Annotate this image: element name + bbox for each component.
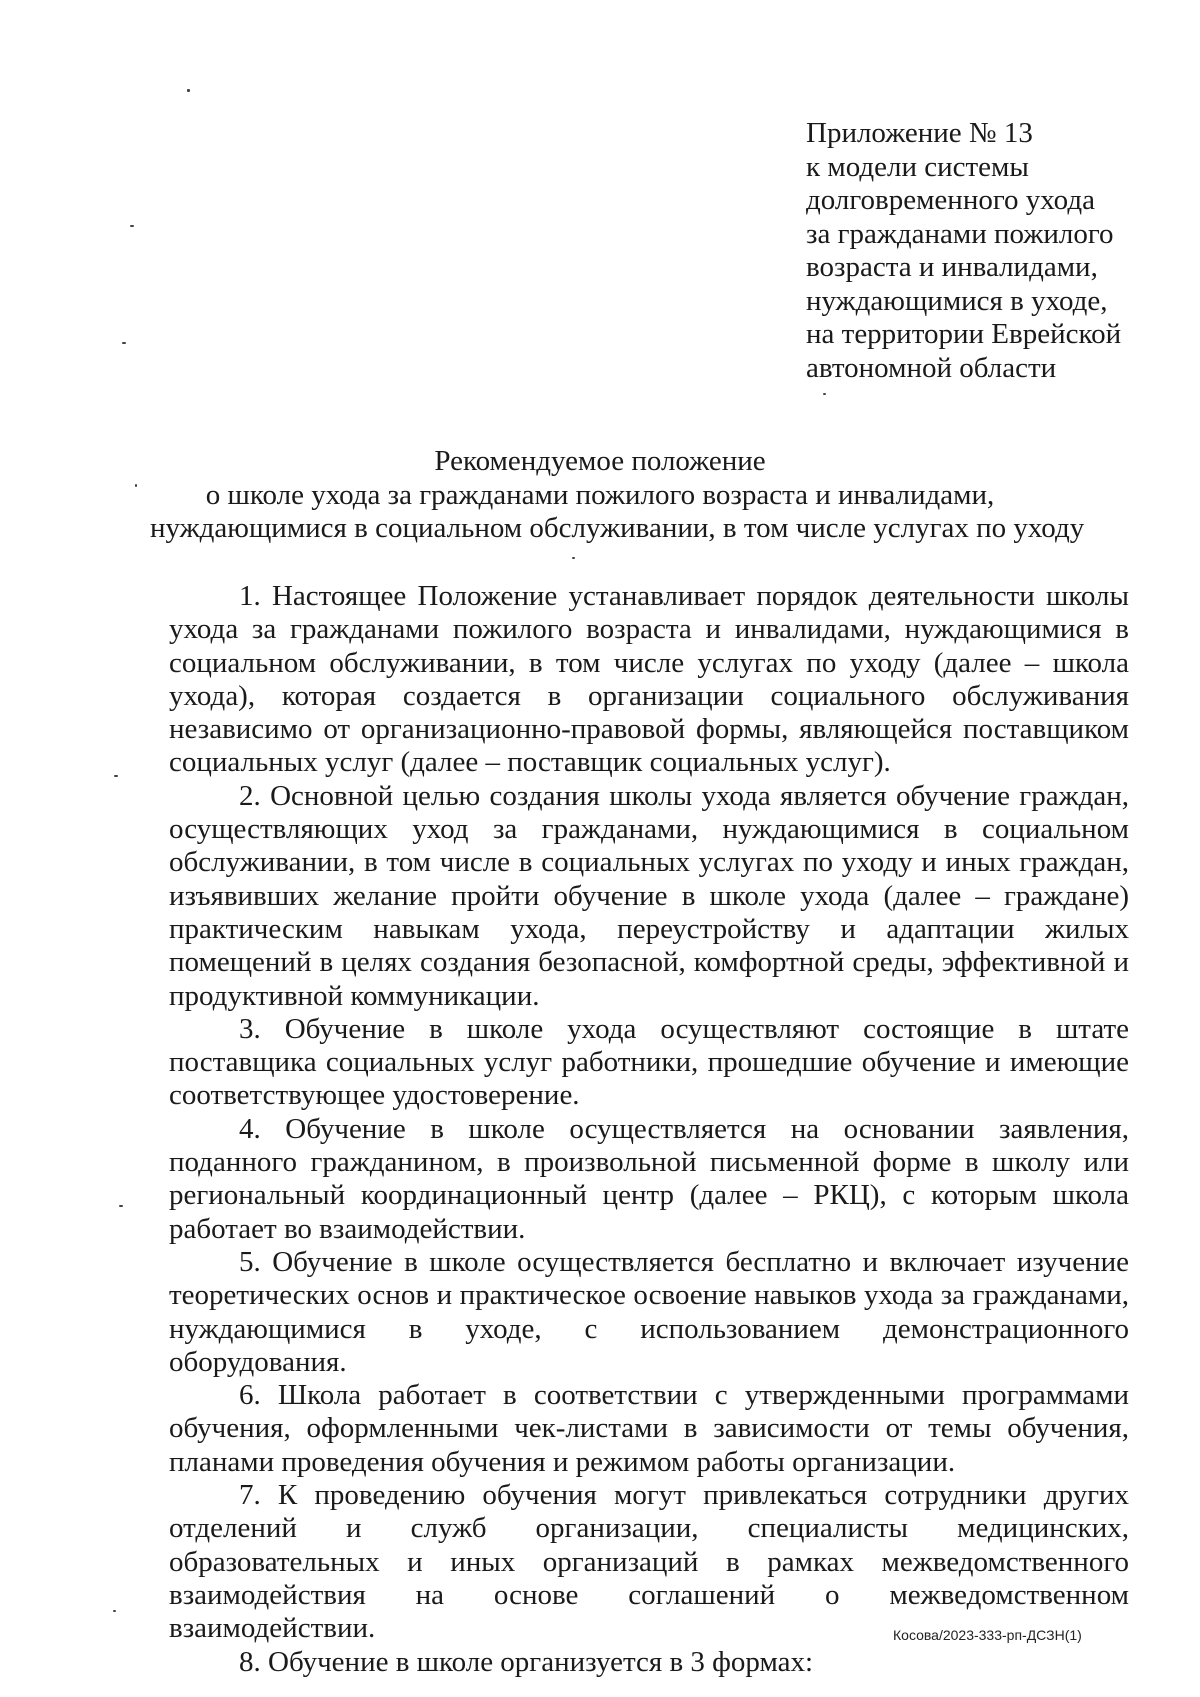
document-body bbox=[169, 580, 1129, 1679]
paragraph-2: 2. Основной целью создания школы ухода является обучение граждан, осуществляющих уход за гражданами, нуждающимися в социальном обслуживании, в том числе в социальных услугах по уходу и иных граждан, изъявивших желание пройти обучение в школе ухода (далее – граждане) практическим навыкам ухода, переустройству и адаптации жилых помещений в целях создания безопасной, комфортной среды, эффективной и продуктивной коммуникации. bbox=[169, 779, 1129, 1012]
scan-speck bbox=[114, 775, 118, 777]
paragraph-5: 5. Обучение в школе осуществляется бесплатно и включает изучение теоретических основ и практическое освоение навыков ухода за гражданами, нуждающимися в уходе, с использованием демонстрационного оборудования. bbox=[169, 1245, 1129, 1378]
appendix-line: к модели системы bbox=[806, 150, 1029, 183]
paragraph-8: 8. Обучение в школе организуется в 3 формах: bbox=[239, 1645, 814, 1678]
scan-speck bbox=[187, 89, 190, 92]
paragraph-6: 6. Школа работает в соответствии с утвержденными программами обучения, оформленными чек-листами в зависимости от темы обучения, планами проведения обучения и режимом работы организации. bbox=[169, 1379, 1129, 1478]
scan-speck bbox=[135, 484, 137, 487]
paragraph-4: 4. Обучение в школе осуществляется на основании заявления, поданного гражданином, в произвольной письменной форме в школу или региональный координационный центр (далее – РКЦ), с которым школа работает во взаимодействии. bbox=[169, 1112, 1129, 1245]
appendix-line: возраста и инвалидами, bbox=[806, 251, 1098, 283]
appendix-line: автономной области bbox=[806, 351, 1057, 384]
appendix-line: на территории Еврейской bbox=[806, 318, 1122, 350]
paragraph-7: 7. К проведению обучения могут привлекаться сотрудники других отделений и служб организации, специалисты медицинских, образовательных и иных организаций в рамках межведомственного взаимодействия на основе соглашений о межведомственном взаимодействии. bbox=[169, 1479, 1129, 1645]
scan-speck bbox=[572, 557, 575, 559]
scan-speck bbox=[122, 342, 126, 344]
appendix-line: долговременного ухода bbox=[806, 184, 1095, 216]
title-line: нуждающимися в социальном обслуживании, в том числе услугах по уходу bbox=[150, 512, 1085, 544]
scan-speck bbox=[823, 393, 826, 395]
title-line: о школе ухода за гражданами пожилого возраста и инвалидами, bbox=[205, 478, 995, 511]
paragraph-1: 1. Настоящее Положение устанавливает порядок деятельности школы ухода за гражданами пожилого возраста и инвалидами, нуждающимися в социальном обслуживании, в том числе услугах по уходу (далее – школа ухода), которая создается в организации социального обслуживания независимо от организационно-правовой формы, являющейся поставщиком социальных услуг (далее – поставщик социальных услуг). bbox=[169, 580, 1129, 779]
document-title bbox=[150, 445, 1085, 546]
appendix-line: Приложение № 13 bbox=[806, 117, 1033, 149]
appendix-note bbox=[806, 117, 1166, 385]
scan-speck bbox=[113, 1610, 116, 1612]
paragraph-3: 3. Обучение в школе ухода осуществляют состоящие в штате поставщика социальных услуг работники, прошедшие обучение и имеющие соответствующее удостоверение. bbox=[169, 1012, 1129, 1112]
scan-speck bbox=[130, 225, 134, 227]
title-line: Рекомендуемое положение bbox=[434, 445, 766, 477]
appendix-line: нуждающимися в уходе, bbox=[806, 284, 1108, 317]
appendix-line: за гражданами пожилого bbox=[806, 217, 1114, 250]
scan-speck bbox=[119, 1205, 123, 1207]
document-registration-code: Косова/2023-333-рп-ДСЗН(1) bbox=[893, 1627, 1082, 1643]
